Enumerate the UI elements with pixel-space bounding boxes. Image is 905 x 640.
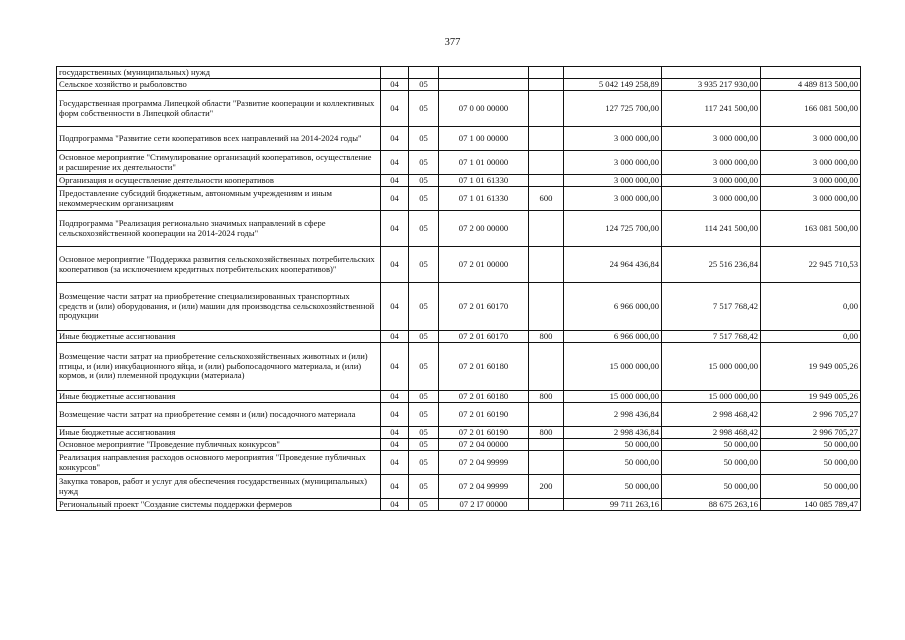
row-cs-code: 07 1 01 61330 (439, 187, 529, 211)
row-name: Сельское хозяйство и рыболовство (57, 79, 381, 91)
row-pr-code: 05 (409, 439, 439, 451)
row-amount-2021: 3 000 000,00 (564, 127, 662, 151)
row-amount-2023: 0,00 (761, 283, 861, 331)
row-amount-2022 (662, 67, 761, 79)
row-amount-2022: 2 998 468,42 (662, 427, 761, 439)
row-name: Основное мероприятие "Поддержка развития сельскохозяйственных потребительских кооперативов (за исключением кредитных потребительских кооперативов)" (57, 247, 381, 283)
row-pr-code: 05 (409, 151, 439, 175)
row-name: Иные бюджетные ассигнования (57, 391, 381, 403)
row-cs-code: 07 2 01 60190 (439, 427, 529, 439)
row-pr-code: 05 (409, 343, 439, 391)
row-amount-2021: 24 964 436,84 (564, 247, 662, 283)
row-vr-code (529, 175, 564, 187)
row-vr-code (529, 283, 564, 331)
row-name: Подпрограмма "Реализация регионально значимых направлений в сфере сельскохозяйственной кооперации на 2014-2024 годы" (57, 211, 381, 247)
table-row (57, 151, 861, 175)
row-amount-2021: 50 000,00 (564, 439, 662, 451)
budget-table (56, 66, 861, 511)
row-pr-code: 05 (409, 499, 439, 511)
row-amount-2022: 50 000,00 (662, 451, 761, 475)
row-amount-2023: 2 996 705,27 (761, 403, 861, 427)
row-amount-2022: 15 000 000,00 (662, 391, 761, 403)
row-vr-code: 800 (529, 391, 564, 403)
row-vr-code (529, 247, 564, 283)
row-cs-code: 07 2 04 00000 (439, 439, 529, 451)
row-cs-code: 07 2 01 60180 (439, 343, 529, 391)
row-pr-code: 05 (409, 187, 439, 211)
row-amount-2021 (564, 67, 662, 79)
row-pr-code: 05 (409, 451, 439, 475)
table-row (57, 187, 861, 211)
row-vr-code (529, 451, 564, 475)
row-rz-code: 04 (381, 247, 409, 283)
row-name: Иные бюджетные ассигнования (57, 427, 381, 439)
row-rz-code: 04 (381, 187, 409, 211)
row-amount-2021: 2 998 436,84 (564, 403, 662, 427)
row-amount-2022: 25 516 236,84 (662, 247, 761, 283)
row-pr-code: 05 (409, 247, 439, 283)
row-name: Региональный проект "Создание системы поддержки фермеров (57, 499, 381, 511)
row-name: Возмещение части затрат на приобретение семян и (или) посадочного материала (57, 403, 381, 427)
row-amount-2022: 50 000,00 (662, 439, 761, 451)
row-amount-2021: 3 000 000,00 (564, 187, 662, 211)
row-pr-code: 05 (409, 427, 439, 439)
row-amount-2022: 50 000,00 (662, 475, 761, 499)
row-amount-2022: 15 000 000,00 (662, 343, 761, 391)
row-amount-2023: 22 945 710,53 (761, 247, 861, 283)
row-rz-code: 04 (381, 499, 409, 511)
row-amount-2023: 19 949 005,26 (761, 391, 861, 403)
row-amount-2021: 50 000,00 (564, 475, 662, 499)
row-cs-code: 07 2 00 00000 (439, 211, 529, 247)
row-amount-2022: 88 675 263,16 (662, 499, 761, 511)
row-cs-code: 07 2 I7 00000 (439, 499, 529, 511)
row-name: Возмещение части затрат на приобретение специализированных транспортных средств и (или) оборудования, и (или) машин для производства сельскохозяйственной продукции (57, 283, 381, 331)
row-amount-2022: 3 000 000,00 (662, 187, 761, 211)
row-name: Реализация направления расходов основного мероприятия "Проведение публичных конкурсов" (57, 451, 381, 475)
row-amount-2022: 7 517 768,42 (662, 331, 761, 343)
row-name: Подпрограмма "Развитие сети кооперативов всех направлений на 2014-2024 годы" (57, 127, 381, 151)
row-name: Возмещение части затрат на приобретение сельскохозяйственных животных и (или) птицы, и (или) инкубационного яйца, и (или) рыбопосадочного материала, и (или) кормов, и (или) племенной продукции (материала) (57, 343, 381, 391)
table-row (57, 403, 861, 427)
row-pr-code (409, 67, 439, 79)
row-rz-code: 04 (381, 211, 409, 247)
row-pr-code: 05 (409, 91, 439, 127)
row-vr-code (529, 343, 564, 391)
row-amount-2023: 3 000 000,00 (761, 175, 861, 187)
row-cs-code (439, 67, 529, 79)
row-cs-code: 07 2 01 60170 (439, 283, 529, 331)
row-amount-2021: 15 000 000,00 (564, 391, 662, 403)
row-cs-code: 07 1 01 00000 (439, 151, 529, 175)
row-amount-2022: 3 000 000,00 (662, 127, 761, 151)
row-cs-code: 07 2 01 60180 (439, 391, 529, 403)
row-amount-2022: 3 000 000,00 (662, 151, 761, 175)
row-amount-2021: 124 725 700,00 (564, 211, 662, 247)
row-name: Иные бюджетные ассигнования (57, 331, 381, 343)
table-row (57, 343, 861, 391)
row-name: Организация и осуществление деятельности кооперативов (57, 175, 381, 187)
row-amount-2022: 7 517 768,42 (662, 283, 761, 331)
row-vr-code (529, 67, 564, 79)
table-row (57, 79, 861, 91)
row-amount-2022: 3 935 217 930,00 (662, 79, 761, 91)
row-cs-code: 07 2 04 99999 (439, 475, 529, 499)
row-vr-code (529, 403, 564, 427)
row-pr-code: 05 (409, 475, 439, 499)
row-vr-code: 800 (529, 427, 564, 439)
row-amount-2022: 3 000 000,00 (662, 175, 761, 187)
row-pr-code: 05 (409, 283, 439, 331)
row-pr-code: 05 (409, 127, 439, 151)
row-amount-2023: 140 085 789,47 (761, 499, 861, 511)
row-amount-2021: 6 966 000,00 (564, 331, 662, 343)
row-name: Государственная программа Липецкой области "Развитие кооперации и коллективных форм собственности в Липецкой области" (57, 91, 381, 127)
row-cs-code: 07 1 01 61330 (439, 175, 529, 187)
row-cs-code: 07 2 01 60170 (439, 331, 529, 343)
row-rz-code: 04 (381, 391, 409, 403)
row-pr-code: 05 (409, 175, 439, 187)
row-cs-code: 07 0 00 00000 (439, 91, 529, 127)
row-name: государственных (муниципальных) нужд (57, 67, 381, 79)
row-vr-code (529, 151, 564, 175)
row-cs-code (439, 79, 529, 91)
row-pr-code: 05 (409, 79, 439, 91)
row-name: Предоставление субсидий бюджетным, автономным учреждениям и иным некоммерческим организациям (57, 187, 381, 211)
row-vr-code: 600 (529, 187, 564, 211)
table-row (57, 127, 861, 151)
row-vr-code (529, 127, 564, 151)
table-row (57, 247, 861, 283)
row-amount-2022: 114 241 500,00 (662, 211, 761, 247)
row-amount-2021: 2 998 436,84 (564, 427, 662, 439)
row-amount-2023: 0,00 (761, 331, 861, 343)
row-vr-code (529, 91, 564, 127)
row-amount-2023: 3 000 000,00 (761, 187, 861, 211)
page-number: 377 (444, 37, 461, 48)
row-amount-2023: 4 489 813 500,00 (761, 79, 861, 91)
row-amount-2021: 5 042 149 258,89 (564, 79, 662, 91)
row-amount-2023: 50 000,00 (761, 451, 861, 475)
row-amount-2021: 3 000 000,00 (564, 175, 662, 187)
table-row (57, 391, 861, 403)
row-cs-code: 07 2 04 99999 (439, 451, 529, 475)
table-row (57, 439, 861, 451)
row-amount-2023: 50 000,00 (761, 475, 861, 499)
row-amount-2023: 2 996 705,27 (761, 427, 861, 439)
row-rz-code: 04 (381, 451, 409, 475)
row-name: Основное мероприятие "Проведение публичных конкурсов" (57, 439, 381, 451)
table-row (57, 175, 861, 187)
row-pr-code: 05 (409, 391, 439, 403)
row-amount-2023: 19 949 005,26 (761, 343, 861, 391)
row-rz-code: 04 (381, 403, 409, 427)
row-vr-code: 800 (529, 331, 564, 343)
row-name: Закупка товаров, работ и услуг для обеспечения государственных (муниципальных) нужд (57, 475, 381, 499)
row-amount-2023: 3 000 000,00 (761, 151, 861, 175)
row-amount-2022: 2 998 468,42 (662, 403, 761, 427)
row-cs-code: 07 1 00 00000 (439, 127, 529, 151)
table-row (57, 427, 861, 439)
row-amount-2023: 50 000,00 (761, 439, 861, 451)
row-rz-code: 04 (381, 283, 409, 331)
row-cs-code: 07 2 01 00000 (439, 247, 529, 283)
table-row (57, 451, 861, 475)
row-pr-code: 05 (409, 331, 439, 343)
table-row (57, 211, 861, 247)
table-row (57, 283, 861, 331)
table-row (57, 475, 861, 499)
row-vr-code: 200 (529, 475, 564, 499)
row-rz-code: 04 (381, 151, 409, 175)
table-row (57, 67, 861, 79)
table-body (57, 67, 861, 511)
row-amount-2023: 3 000 000,00 (761, 127, 861, 151)
row-amount-2021: 50 000,00 (564, 451, 662, 475)
row-pr-code: 05 (409, 211, 439, 247)
row-amount-2023 (761, 67, 861, 79)
row-rz-code: 04 (381, 79, 409, 91)
row-rz-code: 04 (381, 427, 409, 439)
row-amount-2023: 166 081 500,00 (761, 91, 861, 127)
row-vr-code (529, 211, 564, 247)
row-pr-code: 05 (409, 403, 439, 427)
table-row (57, 331, 861, 343)
row-rz-code: 04 (381, 127, 409, 151)
row-amount-2023: 163 081 500,00 (761, 211, 861, 247)
row-amount-2021: 127 725 700,00 (564, 91, 662, 127)
table-row (57, 91, 861, 127)
row-name: Основное мероприятие "Стимулирование организаций кооперативов, осуществление и расширение их деятельности" (57, 151, 381, 175)
row-rz-code: 04 (381, 475, 409, 499)
row-amount-2021: 15 000 000,00 (564, 343, 662, 391)
row-cs-code: 07 2 01 60190 (439, 403, 529, 427)
row-rz-code: 04 (381, 175, 409, 187)
row-rz-code (381, 67, 409, 79)
row-amount-2021: 3 000 000,00 (564, 151, 662, 175)
row-rz-code: 04 (381, 331, 409, 343)
row-vr-code (529, 499, 564, 511)
row-rz-code: 04 (381, 343, 409, 391)
table-row (57, 499, 861, 511)
row-amount-2021: 99 711 263,16 (564, 499, 662, 511)
row-vr-code (529, 439, 564, 451)
row-amount-2022: 117 241 500,00 (662, 91, 761, 127)
row-rz-code: 04 (381, 439, 409, 451)
row-vr-code (529, 79, 564, 91)
row-amount-2021: 6 966 000,00 (564, 283, 662, 331)
row-rz-code: 04 (381, 91, 409, 127)
